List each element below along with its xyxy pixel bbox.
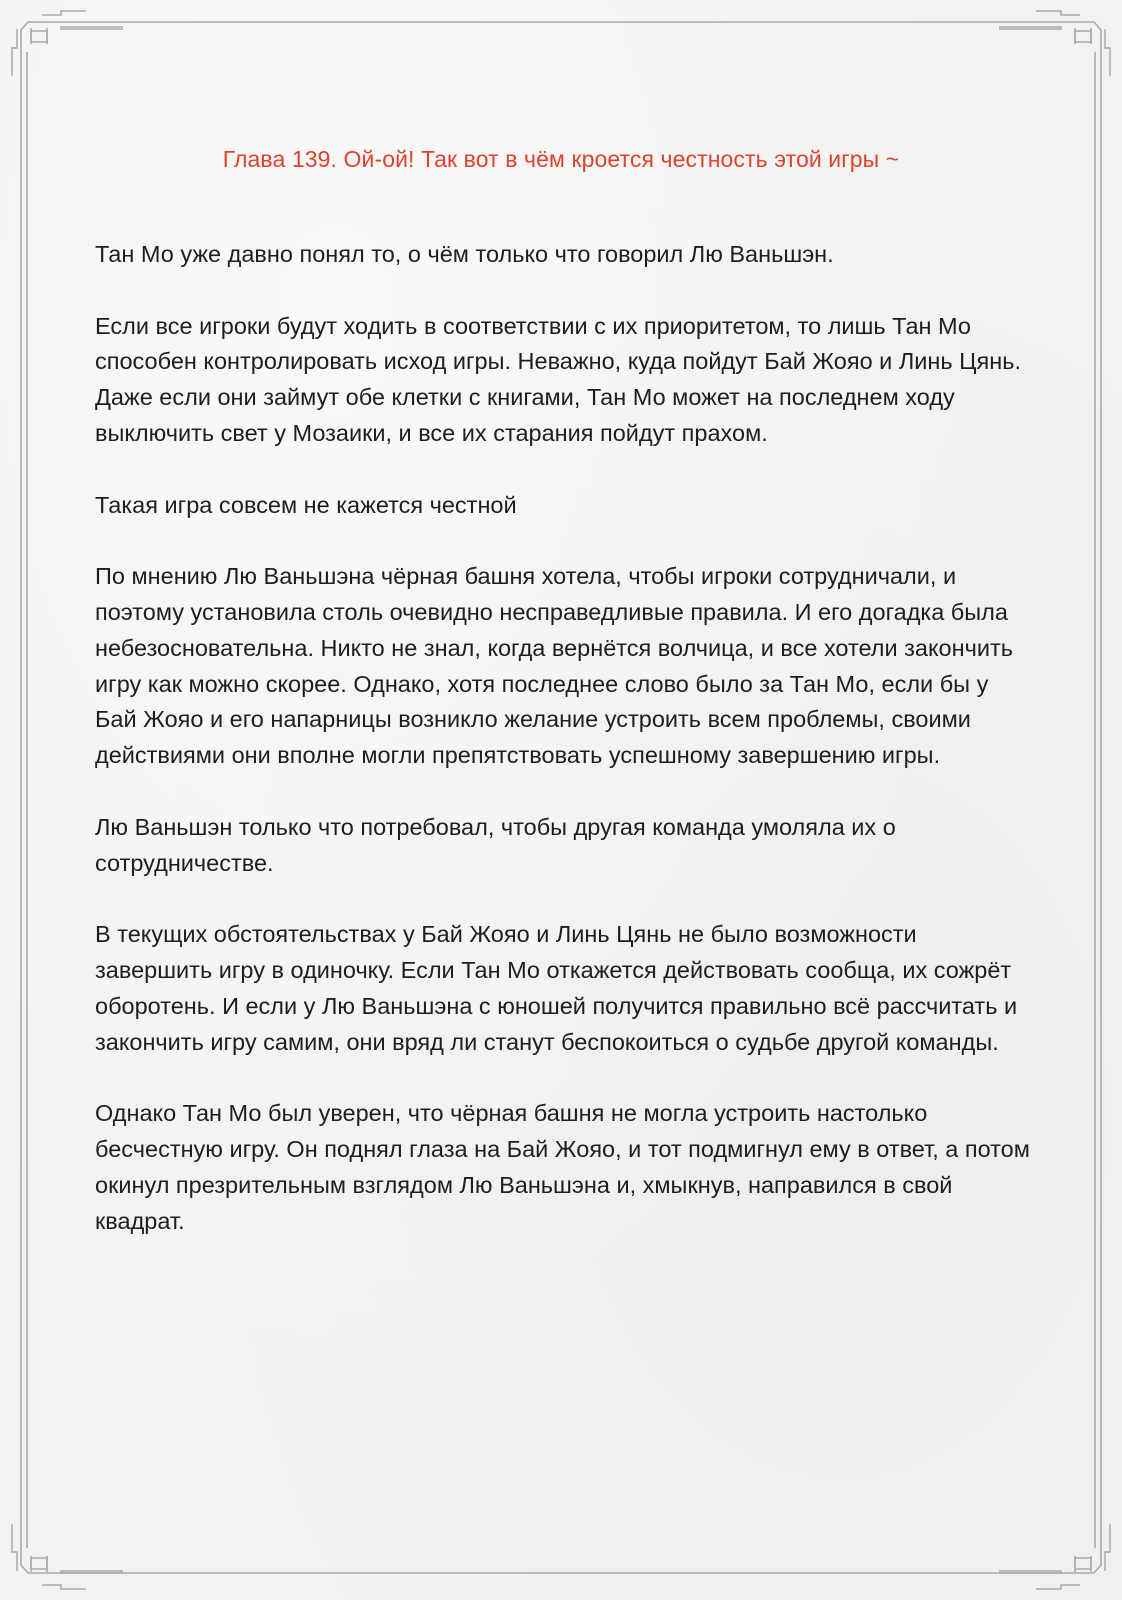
corner-ornament-bottom-right (999, 1524, 1110, 1589)
chapter-body (95, 237, 1035, 1275)
paragraph: Если все игроки будут ходить в соответствии с их приоритетом, то лишь Тан Мо способен контролировать исход игры. Неважно, куда пойдут Бай Жояо и Линь Цянь. Даже если они займут обе клетки с книгами, Тан Мо может на последнем ходу выключить свет у Мозаики, и все их старания пойдут прахом. (95, 312, 1021, 446)
paragraph: Однако Тан Мо был уверен, что чёрная башня не могла устроить настолько бесчестную игру. Он поднял глаза на Бай Жояо, и тот подмигнул ему в ответ, а потом окинул презрительным взглядом Лю Ваньшэна и, хмыкнув, направился в свой квадрат. (95, 1100, 1030, 1234)
corner-ornament-top-left (12, 11, 123, 76)
paragraph: Такая игра совсем не кажется честной (95, 491, 517, 518)
paragraph: По мнению Лю Ваньшэна чёрная башня хотела, чтобы игроки сотрудничали, и поэтому установила столь очевидно несправедливые правила. И его догадка была небезосновательна. Никто не знал, когда вернётся волчица, и все хотели закончить игру как можно скорее. Однако, хотя последнее слово было за Тан Мо, если бы у Бай Жояо и его напарницы возникло желание устроить всем проблемы, своими действиями они вполне могли препятствовать успешному завершению игры. (95, 563, 1013, 769)
paragraph: Лю Ваньшэн только что потребовал, чтобы другая команда умоляла их о сотрудничестве. (95, 813, 896, 876)
chapter-title: Глава 139. Ой-ой! Так вот в чём кроется честность этой игры ~ (222, 146, 900, 172)
paragraph: Тан Мо уже давно понял то, о чём только что говорил Лю Ваньшэн. (95, 241, 834, 267)
corner-ornament-top-right (999, 11, 1110, 76)
paragraph: В текущих обстоятельствах у Бай Жояо и Линь Цянь не было возможности завершить игру в одиночку. Если Тан Мо откажется действовать сообща, их сожрёт оборотень. И если у Лю Ваньшэна с юношей получится правильно всё рассчитать и закончить игру самим, они вряд ли станут беспокоиться о судьбе другой команды. (95, 921, 1018, 1055)
corner-ornament-bottom-left (12, 1524, 123, 1589)
